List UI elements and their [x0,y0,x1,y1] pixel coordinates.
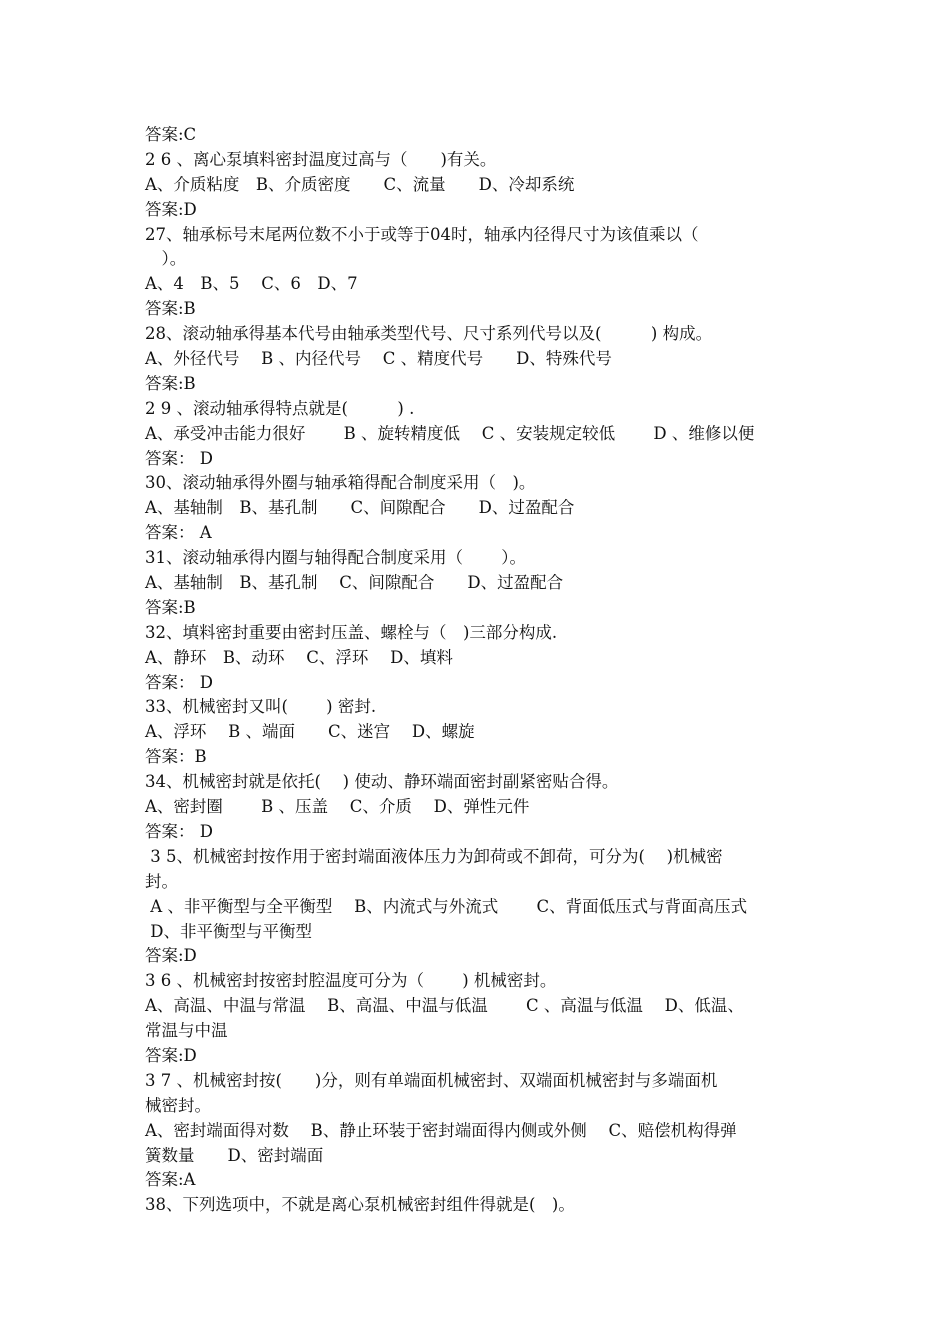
text-line: 2 6 、离心泵填料密封温度过高与（ )有关。 [145,149,497,169]
text-line: 答案： D [145,672,213,692]
text-line: 答案:B [145,373,196,393]
text-line: 答案： D [145,821,213,841]
text-line: 31、滚动轴承得内圈与轴得配合制度采用（ ）。 [145,548,526,568]
text-line: 答案:D [145,946,197,966]
text-line: A、高温、中温与常温 B、高温、中温与低温 C 、高温与低温 D、低温、 [145,996,744,1016]
text-line: 械密封。 [145,1095,211,1115]
text-line: ）。 [145,249,187,269]
text-line: 封。 [145,871,178,891]
text-line: A、4 B、5 C、6 D、7 [145,274,358,294]
document-page [145,123,825,1218]
text-line: 33、机械密封又叫( ) 密封. [145,697,377,717]
text-line: 答案:C [145,125,197,144]
text-line: 答案:A [145,1170,196,1190]
text-line: 28、滚动轴承得基本代号由轴承类型代号、尺寸系列代号以及( ) 构成。 [145,324,713,344]
text-line: A、基轴制 B、基孔制 C、间隙配合 D、过盈配合 [145,573,564,593]
text-line: A、外径代号 B 、内径代号 C 、精度代号 D、特殊代号 [145,349,612,369]
text-line: 3 6 、机械密封按密封腔温度可分为（ ) 机械密封。 [145,971,557,991]
text-line: A 、非平衡型与全平衡型 B、内流式与外流式 C、背面低压式与背面高压式 [145,896,748,916]
text-line: A、静环 B、动环 C、浮环 D、填料 [145,647,453,667]
text-line: A、密封端面得对数 B、静止环装于密封端面得内侧或外侧 C、赔偿机构得弹 [145,1120,737,1140]
text-line: 2 9 、滚动轴承得特点就是( ) . [145,398,415,418]
text-line: 3 5、机械密封按作用于密封端面液体压力为卸荷或不卸荷，可分为( )机械密 [145,846,723,866]
text-line: 答案： D [145,448,213,468]
text-line: 32、填料密封重要由密封压盖、螺栓与（ )三部分构成. [145,622,558,642]
text-line: 34、机械密封就是依托( ) 使动、静环端面密封副紧密贴合得。 [145,772,619,792]
text-line: D、非平衡型与平衡型 [145,921,312,941]
text-line: 答案:B [145,299,196,319]
text-line: A、介质粘度 B、介质密度 C、流量 D、冷却系统 [145,174,575,194]
text-line: 常温与中温 [145,1021,228,1041]
text-line: 答案:B [145,597,196,617]
text-line: A、密封圈 B 、压盖 C、介质 D、弹性元件 [145,797,530,817]
text-line: 答案： A [145,523,212,543]
text-line: A、承受冲击能力很好 B 、旋转精度低 C 、安装规定较低 D 、维修以便 [145,423,755,443]
text-line: 答案:D [145,1045,197,1065]
text-line: 答案：B [145,747,207,767]
text-line: 38、下列选项中，不就是离心泵机械密封组件得就是( )。 [145,1195,575,1215]
text-line: 簧数量 D、密封端面 [145,1145,324,1165]
text-line: 30、滚动轴承得外圈与轴承箱得配合制度采用（ )。 [145,473,536,493]
text-line: 27、轴承标号末尾两位数不小于或等于04时，轴承内径得尺寸为该值乘以（ [145,224,699,244]
text-line: 3 7 、机械密封按( )分，则有单端面机械密封、双端面机械密封与多端面机 [145,1070,718,1090]
text-line: 答案:D [145,199,197,219]
text-line: A、浮环 B 、端面 C、迷宫 D、螺旋 [145,722,475,742]
text-line: A、基轴制 B、基孔制 C、间隙配合 D、过盈配合 [145,498,575,518]
